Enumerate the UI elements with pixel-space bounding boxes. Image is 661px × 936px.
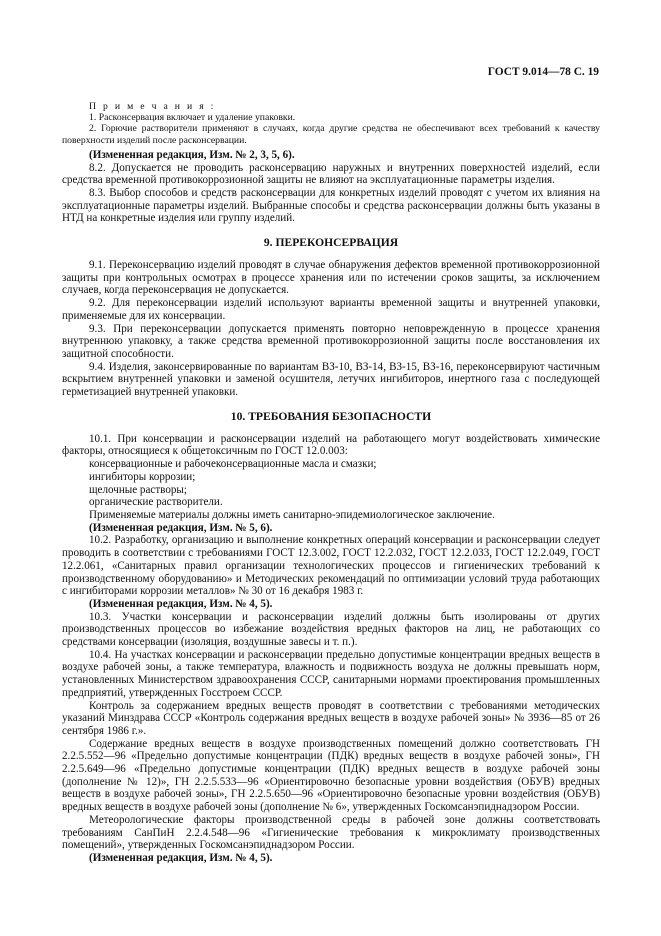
- paragraph-10-1-end: Применяемые материалы должны иметь санитарно-эпидемиологическое заключение.: [89, 508, 495, 521]
- paragraph-10-4-content: Содержание вредных веществ в воздухе производственных помещений должно соответствовать ГН 2.2.5.552—96 «Предельно допустимые концентрации (ПДК) вредных веществ в воздухе рабочей зоны», ГН 2.2.5.649—96 «Предельно допустимые концентрации (ПДК) вредных веществ в воздухе рабочей зоны (дополнение № 12)», ГН 2.2.5.533—96 «Ориентировочно безопасные уровни воздействия (ОБУВ) вредных веществ в воздухе рабочей зоны», ГН 2.2.5.650—96 «Ориентировочно безопасные уровни воздействия (ОБУВ) вредных веществ в воздухе рабочей зоны (дополнение № 6», утвержденных Госкомсанэпиднадзором России.: [62, 737, 600, 814]
- notes-title: П р и м е ч а н и я :: [89, 101, 216, 112]
- note-item: 1. Расконсервация включает и удаление упаковки.: [89, 112, 296, 124]
- paragraph-8-3: 8.3. Выбор способов и средств расконсервации для конкретных изделий проводят с учетом их влияния на эксплуатационные параметры изделий. Выбранные способы и средства расконсервации должны быть указаны в НТД на конкретные изделия или группу изделий.: [62, 186, 600, 225]
- paragraph-9-1: 9.1. Переконсервацию изделий проводят в случае обнаружения дефектов временной противокоррозионной защиты при контрольных осмотрах в процессе хранения или по истечении сроков защиты, за исключением случаев, когда переконсервация не допускается.: [62, 259, 600, 297]
- list-item: ингибиторы коррозии;: [89, 470, 196, 483]
- paragraph-10-4: 10.4. На участках консервации и расконсервации предельно допустимые концентрации вредных веществ в воздухе рабочей зоны, а также температура, влажность и подвижность воздуха не должны превышать норм, установленных Министерством здравоохранения СССР, санитарными нормами проектирования промышленных предприятий, утвержденных Госстроем СССР.: [62, 648, 600, 699]
- paragraph-9-3: 9.3. При переконсервации допускается применять повторно неповрежденную в процессе хранения внутреннюю упаковку, а также средства временной противокоррозионной защиты после восстановления их защитной способности.: [62, 322, 600, 360]
- amendment-note: (Измененная редакция, Изм. № 2, 3, 5, 6).: [89, 148, 295, 161]
- notes-block: [62, 101, 600, 146]
- paragraph-10-4-control: Контроль за содержанием вредных веществ проводят в соответствии с требованиями методических указаний Минздрава СССР «Контроль содержания вредных веществ в воздухе рабочей зоны» № 3936—85 от 26 сентября 1986 г.».: [62, 699, 600, 737]
- list-item: органические растворители.: [89, 496, 223, 509]
- paragraph-10-1: 10.1. При консервации и расконсервации изделий на работающего могут воздействовать химические факторы, относящиеся к общетоксичным по ГОСТ 12.0.003:: [62, 432, 600, 458]
- paragraph-10-2: 10.2. Разработку, организацию и выполнение конкретных операций консервации и расконсервации следует проводить в соответствии с требованиями ГОСТ 12.3.002, ГОСТ 12.2.032, ГОСТ 12.2.033, ГОСТ 12.2.049, ГОСТ 12.2.061, «Санитарных правил организации технологических процессов и гигиенических требований к производственному оборудованию» и Методических рекомендаций по оптимизации условий труда работающих с ингибиторами коррозии металлов» № 30 от 16 декабря 1983 г.: [62, 534, 600, 598]
- section-title-9: 9. ПЕРЕКОНСЕРВАЦИЯ: [263, 236, 399, 250]
- amendment-note: (Измененная редакция, Изм. № 4, 5).: [89, 597, 273, 610]
- amendment-note: (Измененная редакция, Изм. № 4, 5).: [89, 851, 273, 864]
- paragraph-8-2: 8.2. Допускается не проводить расконсервацию наружных и внутренних поверхностей изделий, если средства временной противокоррозионной защиты не влияют на эксплуатационные параметры изделия.: [62, 161, 600, 187]
- section-title-10: 10. ТРЕБОВАНИЯ БЕЗОПАСНОСТИ: [230, 409, 432, 423]
- paragraph-9-2: 9.2. Для переконсервации изделий используют варианты временной защиты и внутренней упаковки, применяемые для их консервации.: [62, 297, 600, 322]
- amendment-note: (Измененная редакция, Изм. № 5, 6).: [89, 521, 273, 534]
- paragraph-10-4-meteo: Метеорологические факторы производственной среды в рабочей зоне должны соответствовать требованиям СанПиН 2.2.4.548—96 «Гигиенические требования к микроклимату производственных помещений», утвержденных Госкомсанэпиднадзором России.: [62, 813, 600, 852]
- list-item: консервационные и рабочеконсервационные масла и смазки;: [89, 458, 377, 471]
- paragraph-9-4: 9.4. Изделия, законсервированные по вариантам ВЗ-10, ВЗ-14, ВЗ-15, ВЗ-16, переконсервируют частичным вскрытием внутренней упаковки и заменой осушителя, летучих ингибиторов, инертного газа с последующей герметизацией внутренней упаковки.: [62, 360, 600, 399]
- note-item: 2. Горючие растворители применяют в случаях, когда другие средства не обеспечивают всех требований к качеству поверхности изделий после расконсервации.: [62, 123, 600, 146]
- list-item: щелочные растворы;: [89, 483, 187, 496]
- paragraph-10-3: 10.3. Участки консервации и расконсервации изделий должны быть изолированы от других производственных процессов во избежание воздействия вредных факторов на лиц, не работающих со средствами консервации (изоляция, воздушные завесы и т. п.).: [62, 610, 600, 649]
- page-header: ГОСТ 9.014—78 С. 19: [487, 66, 599, 78]
- page-content: [62, 101, 600, 865]
